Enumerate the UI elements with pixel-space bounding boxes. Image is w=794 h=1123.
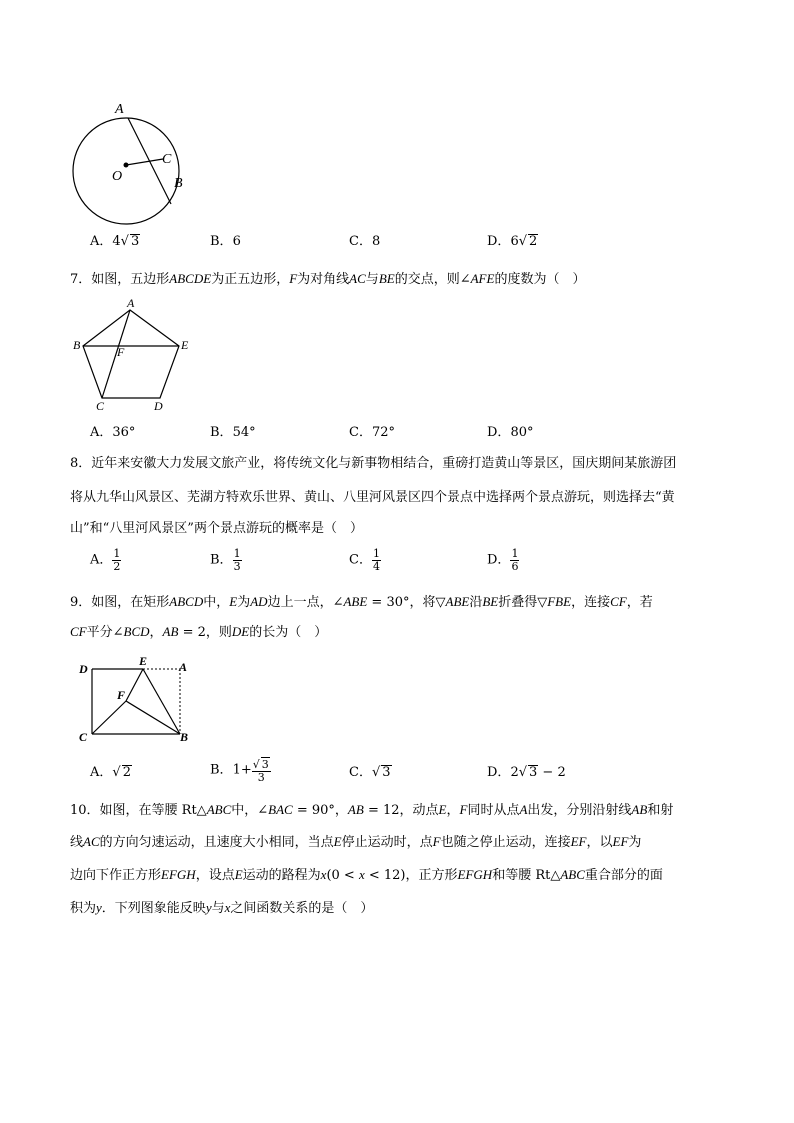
q9-option-d bbox=[487, 765, 566, 781]
denominator: 6 bbox=[511, 560, 519, 573]
math-var: ABC bbox=[206, 802, 232, 817]
math-var: EF bbox=[612, 834, 629, 849]
stem-text: ，若 bbox=[626, 595, 653, 610]
stem-text: 边向下作正方形 bbox=[70, 868, 162, 883]
numerator-radicand: 3 bbox=[261, 758, 269, 771]
q8-stem-line2: 将从九华山风景区、芜湖方特欢乐世界、黄山、八里河风景区四个景点中选择两个景点游玩，则选择去“黄 bbox=[70, 490, 675, 505]
option-label: B． bbox=[210, 762, 233, 778]
q8-option-a bbox=[90, 548, 121, 573]
stem-text: 沿 bbox=[469, 595, 483, 610]
option-value: 80° bbox=[510, 425, 534, 440]
q9-stem-line2 bbox=[70, 624, 327, 641]
stem-text: = 90°， bbox=[292, 803, 348, 818]
numerator: 1 bbox=[372, 547, 380, 560]
segment-oc bbox=[126, 159, 163, 165]
label-c: C bbox=[96, 399, 105, 413]
option-label: C． bbox=[349, 552, 372, 568]
stem-text: 运动的路程为 bbox=[242, 868, 321, 883]
sqrt-symbol: √ bbox=[518, 765, 528, 780]
option-label: A． bbox=[90, 552, 113, 568]
math-var: ABCDE bbox=[169, 271, 212, 286]
math-var: AD bbox=[250, 594, 268, 609]
stem-text: ， bbox=[149, 625, 163, 640]
label-b: B bbox=[174, 176, 183, 191]
stem-text: 停止运动时，点 bbox=[341, 835, 433, 850]
math-var: FBE bbox=[547, 594, 572, 609]
math-var: EF bbox=[570, 834, 587, 849]
option-radicand: 3 bbox=[382, 765, 391, 780]
stem-text: 为正五边形， bbox=[211, 272, 290, 287]
math-var: CF bbox=[70, 624, 87, 639]
sqrt-symbol: √ bbox=[371, 765, 381, 780]
label-a: A bbox=[179, 660, 188, 674]
label-a: A bbox=[127, 296, 135, 310]
math-var: AFE bbox=[470, 271, 495, 286]
option-value: 72° bbox=[371, 425, 395, 440]
stem-text: 和等腰 Rt△ bbox=[492, 868, 561, 883]
option-label: C． bbox=[349, 425, 372, 440]
q10-stem-line2 bbox=[70, 834, 641, 851]
segment-fb bbox=[126, 701, 180, 734]
sqrt-symbol: √ bbox=[112, 765, 121, 780]
option-radicand: 3 bbox=[130, 234, 140, 249]
stem-text: 线 bbox=[70, 835, 84, 850]
math-var: F bbox=[432, 834, 441, 849]
numerator: 1 bbox=[113, 547, 121, 560]
q8-option-b bbox=[210, 548, 242, 573]
stem-text: ， bbox=[446, 803, 460, 818]
q9-stem-line1 bbox=[70, 594, 653, 611]
option-value: 54° bbox=[232, 425, 256, 440]
q6-option-b bbox=[210, 234, 241, 250]
label-d: D bbox=[79, 662, 88, 676]
q10-stem-line4 bbox=[70, 900, 373, 917]
option-label: D． bbox=[487, 425, 511, 440]
math-var: x bbox=[320, 867, 327, 882]
q7-pentagon-figure bbox=[70, 296, 200, 414]
math-var: E bbox=[234, 867, 243, 882]
q6-option-a bbox=[90, 234, 140, 250]
stem-text: ，连接 bbox=[571, 595, 611, 610]
math-var: ABE bbox=[445, 594, 470, 609]
stem-text: = 2，则 bbox=[178, 625, 232, 640]
q9-option-a bbox=[90, 765, 132, 781]
option-label: C． bbox=[349, 765, 372, 780]
stem-text: 积为 bbox=[70, 901, 97, 916]
label-e: E bbox=[181, 338, 189, 352]
option-label: B． bbox=[210, 425, 233, 440]
option-coef: 4 bbox=[112, 234, 121, 249]
q6-option-c bbox=[349, 234, 380, 250]
math-var: DE bbox=[231, 624, 250, 639]
option-coef: 6 bbox=[510, 234, 519, 249]
option-label: D． bbox=[487, 552, 511, 568]
math-var: AC bbox=[83, 834, 100, 849]
option-label: B． bbox=[210, 234, 233, 249]
fraction bbox=[510, 548, 519, 573]
stem-text: 9．如图，在矩形 bbox=[70, 595, 170, 610]
stem-text: 出发，分别沿射线 bbox=[527, 803, 632, 818]
q7-stem bbox=[70, 271, 585, 288]
option-label: A． bbox=[90, 425, 113, 440]
denominator: 3 bbox=[233, 560, 241, 573]
denominator: 2 bbox=[113, 560, 121, 573]
stem-text: 重合部分的面 bbox=[584, 868, 663, 883]
option-label: B． bbox=[210, 552, 233, 568]
stem-text: ．下列图象能反映 bbox=[101, 901, 206, 916]
math-var: A bbox=[519, 802, 528, 817]
segment-ef bbox=[126, 669, 143, 701]
option-label: C． bbox=[349, 234, 372, 249]
stem-text: = 12，动点 bbox=[363, 803, 439, 818]
sqrt-symbol: √ bbox=[518, 234, 528, 249]
math-var: F bbox=[289, 271, 298, 286]
q9-option-c bbox=[349, 765, 392, 781]
stem-text: 为对角线 bbox=[297, 272, 350, 287]
fraction bbox=[233, 548, 242, 573]
stem-text: 中，∠ bbox=[231, 803, 269, 818]
q8-stem-line3: 山”和“八里河风景区”两个景点游玩的概率是（ ） bbox=[70, 521, 363, 536]
denominator: 3 bbox=[257, 771, 265, 784]
stem-text: 的度数为（ ） bbox=[494, 272, 586, 287]
math-var: AC bbox=[349, 271, 366, 286]
sqrt-symbol: √ bbox=[120, 234, 129, 249]
option-radicand: 2 bbox=[122, 765, 131, 780]
stem-text: = 30°，将▽ bbox=[367, 595, 446, 610]
numerator: 1 bbox=[511, 547, 519, 560]
stem-text: 也随之停止运动，连接 bbox=[440, 835, 571, 850]
label-b: B bbox=[73, 338, 81, 352]
q6-option-d bbox=[487, 234, 538, 250]
math-var: F bbox=[459, 802, 468, 817]
math-var: AB bbox=[631, 802, 648, 817]
math-var: E bbox=[333, 834, 342, 849]
math-var: AB bbox=[162, 624, 179, 639]
stem-text: 为 bbox=[237, 595, 251, 610]
option-value: 6 bbox=[232, 234, 241, 249]
numerator: 1 bbox=[233, 547, 241, 560]
q10-stem-line3 bbox=[70, 867, 663, 884]
q8-option-c bbox=[349, 548, 381, 573]
math-var: BCD bbox=[123, 624, 150, 639]
q9-option-b bbox=[210, 757, 271, 784]
label-c: C bbox=[162, 152, 172, 167]
stem-text: 与 bbox=[365, 272, 379, 287]
math-var: BE bbox=[378, 271, 395, 286]
stem-text: 之间函数关系的是（ ） bbox=[230, 901, 374, 916]
stem-text: 同时从点 bbox=[467, 803, 520, 818]
stem-text: ，以 bbox=[586, 835, 613, 850]
stem-text: 中， bbox=[203, 595, 230, 610]
math-var: BAC bbox=[268, 802, 293, 817]
label-c: C bbox=[79, 730, 88, 744]
stem-text: (0 < bbox=[326, 868, 359, 883]
math-var: AB bbox=[347, 802, 364, 817]
math-var: E bbox=[229, 594, 238, 609]
stem-text: 边上一点，∠ bbox=[267, 595, 344, 610]
math-var: BE bbox=[482, 594, 499, 609]
label-o: O bbox=[112, 169, 123, 184]
fraction bbox=[372, 548, 381, 573]
q8-stem-line1: 8．近年来安徽大力发展文旅产业，将传统文化与新事物相结合，重磅打造黄山等景区，国庆期间某旅游团 bbox=[70, 456, 677, 471]
segment-eb bbox=[143, 669, 180, 734]
q10-stem-line1 bbox=[70, 802, 673, 819]
label-e: E bbox=[139, 654, 148, 668]
option-prefix: 1+ bbox=[232, 762, 252, 778]
stem-text: 为 bbox=[628, 835, 642, 850]
stem-text: 如图，五边形 bbox=[91, 272, 170, 287]
label-d: D bbox=[154, 399, 163, 413]
stem-text: 的交点，则∠ bbox=[394, 272, 471, 287]
option-radicand: 2 bbox=[529, 234, 538, 249]
q7-option-d bbox=[487, 425, 533, 441]
math-var: EFGH bbox=[457, 867, 493, 882]
math-var: y bbox=[205, 900, 212, 915]
math-var: x bbox=[224, 900, 231, 915]
numerator bbox=[252, 757, 271, 772]
math-var: ABC bbox=[560, 867, 585, 882]
math-var: EFGH bbox=[161, 867, 196, 882]
math-var: CF bbox=[610, 594, 627, 609]
option-coef: 2 bbox=[510, 765, 519, 780]
q9-rectangle-figure bbox=[75, 655, 200, 745]
math-var: E bbox=[438, 802, 447, 817]
stem-text: 的方向匀速运动，且速度大小相同，当点 bbox=[99, 835, 334, 850]
stem-text: 10．如图，在等腰 Rt△ bbox=[70, 803, 207, 818]
math-var: ABE bbox=[343, 594, 368, 609]
circle-o bbox=[73, 118, 179, 224]
q8-option-d bbox=[487, 548, 519, 573]
q6-circle-figure bbox=[60, 95, 210, 235]
fraction bbox=[112, 548, 121, 573]
math-var: ABCD bbox=[169, 594, 204, 609]
stem-text: 和射 bbox=[647, 803, 674, 818]
q7-option-b bbox=[210, 425, 256, 441]
stem-text: 折叠得▽ bbox=[498, 595, 548, 610]
q7-option-a bbox=[90, 425, 135, 441]
math-var: y bbox=[96, 900, 102, 915]
question-number: 7． bbox=[70, 272, 92, 287]
diagonal-ac bbox=[102, 310, 130, 398]
label-f: F bbox=[117, 345, 125, 359]
option-value: 36° bbox=[112, 425, 136, 440]
option-suffix: − 2 bbox=[538, 765, 566, 780]
option-label: D． bbox=[487, 765, 511, 780]
stem-text: ，设点 bbox=[195, 868, 235, 883]
segment-cf bbox=[92, 701, 126, 734]
option-label: D． bbox=[487, 234, 511, 249]
stem-text: 与 bbox=[211, 901, 225, 916]
center-point-o bbox=[124, 163, 129, 168]
option-label: A． bbox=[90, 765, 113, 780]
sqrt-symbol: √ bbox=[252, 758, 260, 771]
option-label: A． bbox=[90, 234, 113, 249]
stem-text: < 12)，正方形 bbox=[364, 868, 458, 883]
option-radicand: 3 bbox=[529, 765, 538, 780]
denominator: 4 bbox=[372, 560, 380, 573]
label-a: A bbox=[115, 102, 124, 117]
math-var: x bbox=[358, 867, 365, 882]
label-f: F bbox=[117, 688, 126, 702]
label-b: B bbox=[180, 730, 189, 744]
pentagon-abcde bbox=[83, 310, 179, 398]
q7-option-c bbox=[349, 425, 395, 441]
option-value: 8 bbox=[371, 234, 381, 249]
stem-text: 的长为（ ） bbox=[249, 625, 328, 640]
fraction bbox=[252, 757, 271, 784]
stem-text: 平分∠ bbox=[86, 625, 124, 640]
